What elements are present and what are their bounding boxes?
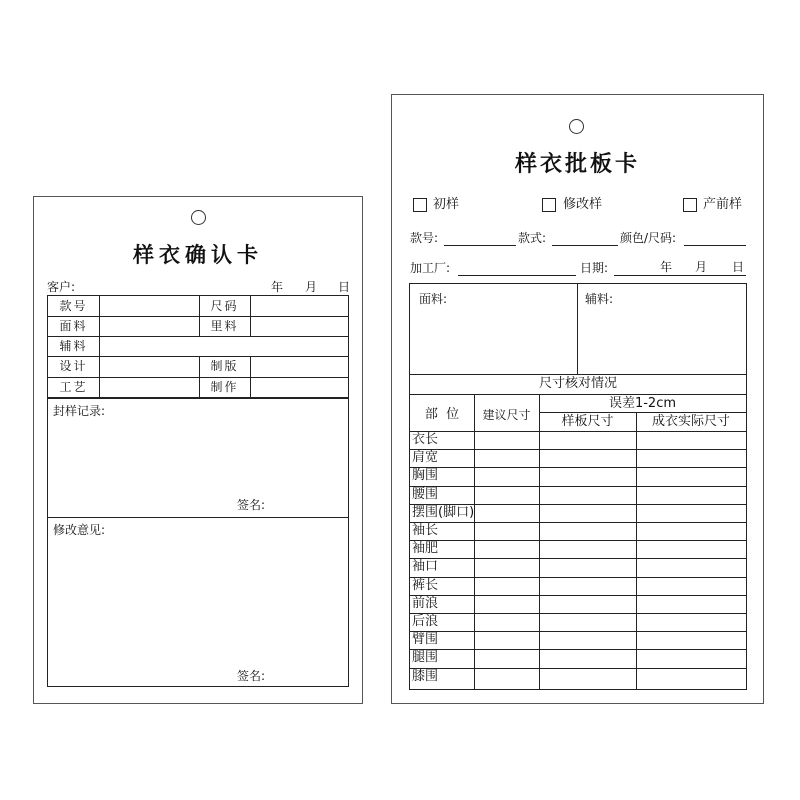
card2-title: 样衣批板卡 bbox=[514, 152, 640, 177]
label-make: 制作 bbox=[210, 380, 239, 394]
size-check-header: 尺寸核对情况 bbox=[538, 376, 617, 391]
sample-approval-card bbox=[391, 94, 764, 704]
factory-label: 加工厂: bbox=[410, 261, 451, 275]
year-label: 年 bbox=[271, 280, 284, 294]
row-part-label: 袖肥 bbox=[412, 541, 439, 557]
col-actual-size: 成衣实际尺寸 bbox=[651, 414, 730, 429]
checkbox-initial-sample[interactable] bbox=[413, 198, 427, 212]
hang-hole-icon bbox=[191, 210, 206, 225]
month-label: 月 bbox=[305, 280, 318, 294]
approval-table bbox=[409, 283, 747, 690]
label-craft: 工艺 bbox=[59, 380, 88, 394]
date-label: 日期: bbox=[580, 261, 609, 275]
row-part-label: 腿围 bbox=[412, 650, 439, 666]
client-label: 客户: bbox=[47, 280, 76, 294]
label-style-no: 款号 bbox=[59, 299, 88, 313]
color-size-label: 颜色/尺码: bbox=[620, 231, 677, 245]
checkbox-revised-sample[interactable] bbox=[542, 198, 556, 212]
row-part-label: 膝围 bbox=[412, 668, 439, 684]
label-pattern: 制版 bbox=[210, 359, 239, 373]
info-table bbox=[47, 295, 349, 398]
seal-sign-label: 签名: bbox=[237, 498, 266, 512]
row-part-label: 后浪 bbox=[412, 614, 439, 629]
row-part-label: 臂围 bbox=[412, 632, 439, 648]
row-part-label: 前浪 bbox=[412, 595, 439, 611]
date-month: 月 bbox=[695, 260, 708, 274]
col-suggested-size: 建议尺寸 bbox=[482, 408, 531, 422]
label-design: 设计 bbox=[59, 359, 88, 373]
hang-hole-icon bbox=[569, 119, 584, 134]
style-label: 款式: bbox=[518, 231, 547, 245]
checkbox-preproduction-sample[interactable] bbox=[683, 198, 697, 212]
row-part-label: 摆围(脚口) bbox=[412, 504, 475, 520]
row-part-label: 袖长 bbox=[412, 523, 439, 538]
row-part-label: 胸围 bbox=[412, 468, 439, 484]
sample-confirmation-card bbox=[33, 196, 363, 704]
label-size: 尺码 bbox=[210, 299, 239, 313]
label-lining: 里料 bbox=[210, 319, 239, 333]
record-box bbox=[47, 398, 349, 687]
label-accessory: 辅料 bbox=[59, 339, 88, 353]
label-preproduction-sample: 产前样 bbox=[703, 197, 743, 212]
fabric-label: 面料: bbox=[419, 292, 448, 306]
tolerance-header: 误差1-2cm bbox=[608, 396, 677, 411]
card1-title: 样衣确认卡 bbox=[133, 243, 263, 267]
row-part-label: 裤长 bbox=[412, 577, 439, 593]
label-initial-sample: 初样 bbox=[433, 197, 460, 212]
col-part: 部 位 bbox=[424, 407, 460, 422]
day-label: 日 bbox=[338, 280, 351, 294]
row-part-label: 衣长 bbox=[412, 432, 439, 447]
row-part-label: 肩宽 bbox=[412, 450, 439, 466]
label-fabric: 面料 bbox=[59, 319, 88, 333]
label-revised-sample: 修改样 bbox=[563, 197, 603, 212]
col-pattern-size: 样板尺寸 bbox=[561, 414, 614, 429]
revision-sign-label: 签名: bbox=[237, 669, 266, 683]
seal-record-label: 封样记录: bbox=[53, 404, 106, 418]
row-part-label: 袖口 bbox=[412, 559, 439, 575]
revision-label: 修改意见: bbox=[53, 523, 106, 537]
row-part-label: 腰围 bbox=[412, 486, 439, 502]
date-year: 年 bbox=[660, 260, 673, 274]
date-day: 日 bbox=[732, 260, 745, 274]
accessory-label: 辅料: bbox=[585, 292, 614, 306]
style-no-label: 款号: bbox=[410, 231, 439, 245]
